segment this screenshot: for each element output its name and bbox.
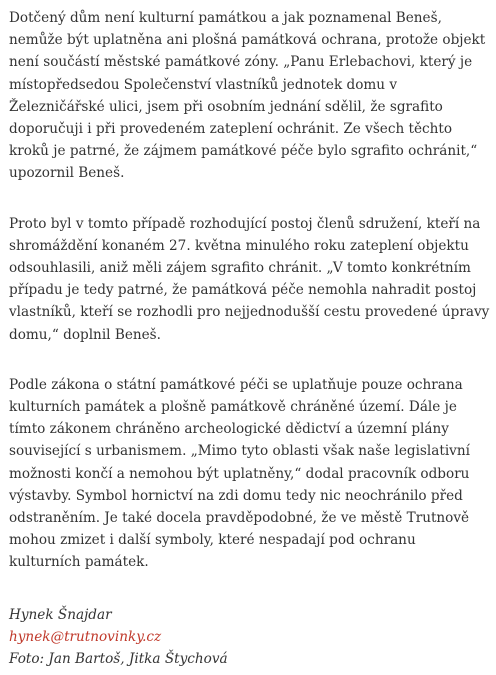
author-name: Hynek Šnajdar — [9, 607, 112, 623]
article-credits — [9, 604, 228, 671]
article-paragraph-1: Dotčený dům není kulturní památkou a jak poznamenal Beneš, nemůže být uplatněna ani plošná památková ochrana, protože objekt není součástí městské památkové zóny. „Panu Erlebachovi, který je místopředsedou Společenství vlastníků jednotek domu v Železničářské ulici, jsem při osobním jednání sdělil, že sgrafito doporučuji i při provedeném zateplení ochránit. Ze všech těchto kroků je patrné, že zájmem památkové péče bylo sgrafito ochránit,“ upozornil Beneš. — [9, 10, 486, 182]
article-paragraph-3: Podle zákona o státní památkové péči se uplatňuje pouze ochrana kulturních památek a plošně památkově chráněné území. Dále je tímto zákonem chráněno archeologické dědictví a územní plány související s urbanismem. „Mimo tyto oblasti však naše legislativní možnosti končí a nemohou být uplatněny,“ dodal pracovník odboru výstavby. Symbol hornictví na zdi domu tedy nic neochránilo před odstraněním. Je také docela pravděpodobné, že ve městě Trutnově mohou zmizet i další symboly, které nespadají pod ochranu kulturních památek. — [9, 376, 470, 571]
author-email-link[interactable]: hynek@trutnovinky.cz — [9, 629, 162, 646]
photo-credit: Foto: Jan Bartoš, Jitka Štychová — [9, 651, 228, 668]
article-body — [9, 7, 491, 574]
article-paragraph-2: Proto byl v tomto případě rozhodující postoj členů sdružení, kteří na shromáždění konaném 27. května minulého roku zateplení objektu odsouhlasili, aniž měli zájem sgrafito chránit. „V tomto konkrétním případu je tedy patrné, že památková péče nemohla nahradit postoj vlastníků, kteří se rozhodli pro nejjednodušší cestu provedené úpravy domu,“ doplnil Beneš. — [9, 215, 490, 343]
